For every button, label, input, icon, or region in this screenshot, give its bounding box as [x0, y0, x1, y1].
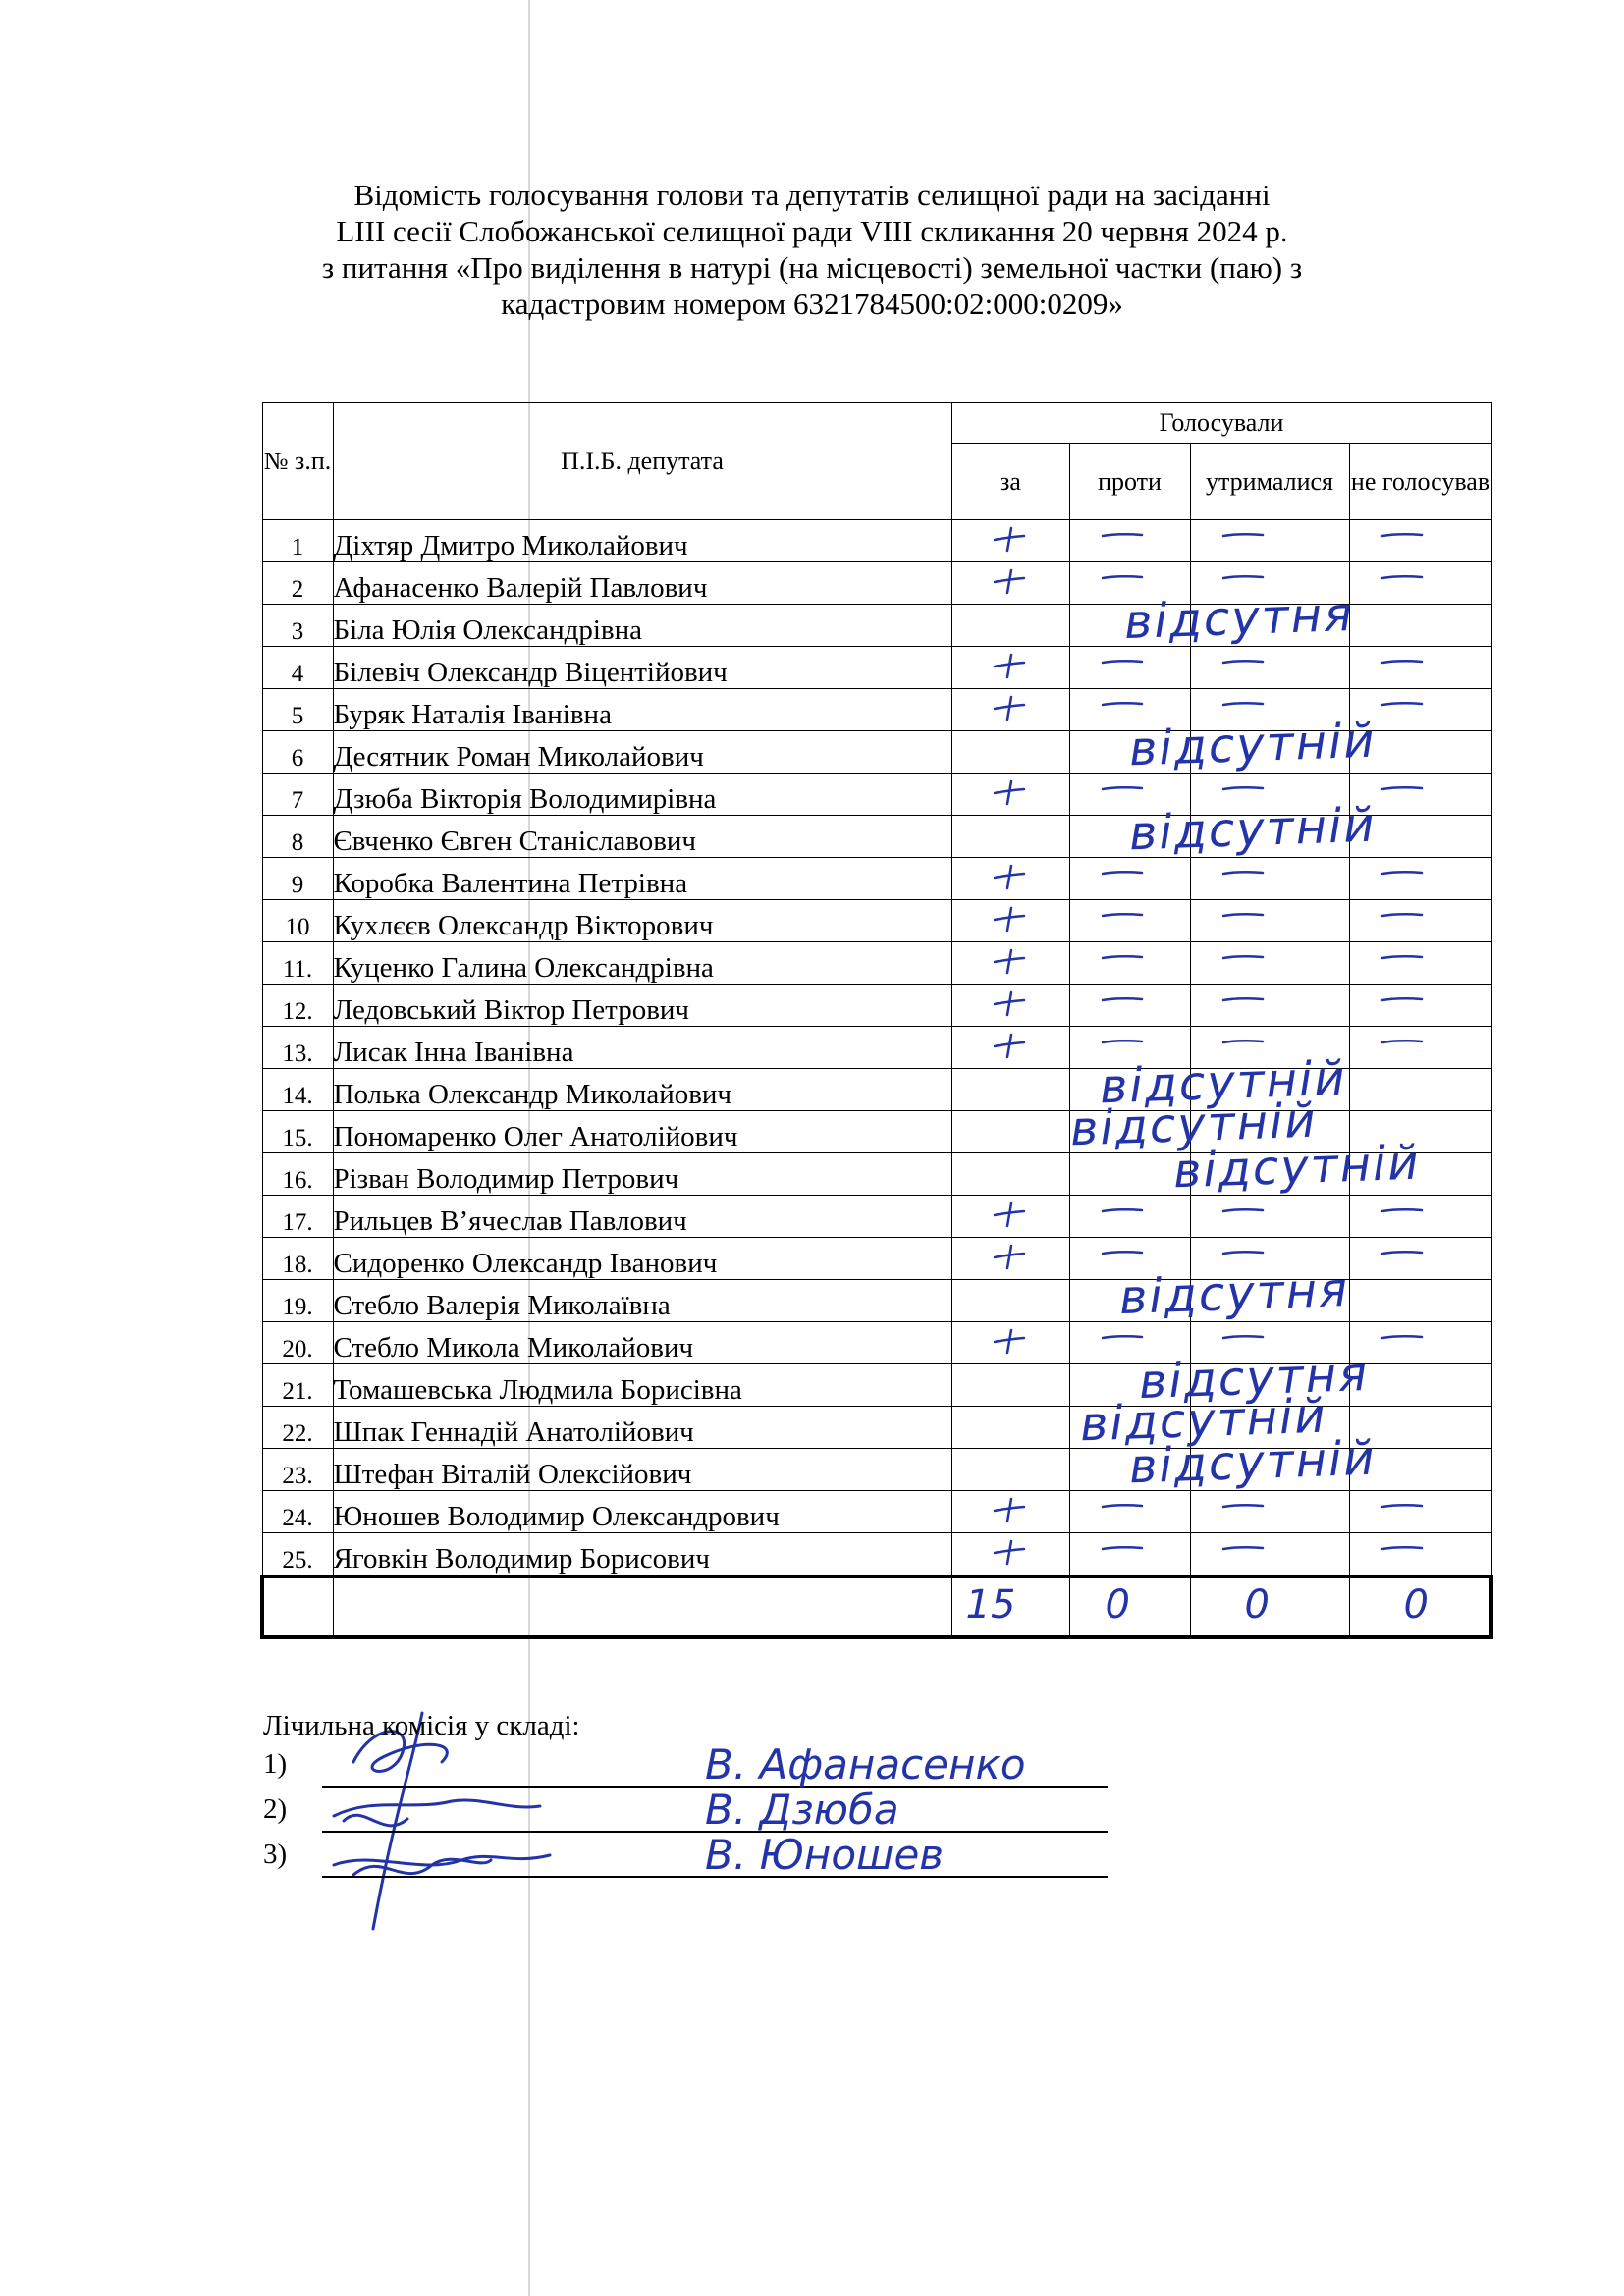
total-abstained-cell: [1190, 1576, 1349, 1637]
dash-mark-icon: [1220, 530, 1266, 540]
dash-mark-icon: [1220, 910, 1266, 920]
vote-for-cell: [951, 900, 1069, 942]
dash-mark-icon: [1100, 783, 1145, 793]
vote-not-voted-cell: [1349, 605, 1491, 647]
dash-mark-icon: [1220, 1205, 1266, 1215]
commission-name-1: В. Афанасенко: [705, 1740, 1026, 1789]
vote-against-cell: [1069, 1533, 1190, 1577]
total-abstained: 0: [1244, 1582, 1270, 1628]
vote-abstained-cell: [1190, 942, 1349, 985]
vote-not-voted-cell: [1349, 562, 1491, 605]
absent-note: відсутній: [1099, 1050, 1348, 1114]
row-name: Євченко Євген Станіславович: [333, 816, 951, 858]
vote-abstained-cell: [1190, 1153, 1349, 1196]
row-num: 12.: [262, 985, 333, 1027]
vote-abstained-cell: [1190, 1069, 1349, 1111]
vote-against-cell: [1069, 562, 1190, 605]
table-row: [262, 1533, 1491, 1577]
total-against: 0: [1105, 1582, 1130, 1628]
commission-num-3: 3): [263, 1839, 288, 1870]
vote-for-cell: [951, 942, 1069, 985]
total-for-cell: [951, 1576, 1069, 1637]
vote-against-cell: [1069, 520, 1190, 562]
dash-mark-icon: [1380, 952, 1425, 962]
dash-mark-icon: [1380, 1543, 1425, 1553]
vote-against-cell: [1069, 1280, 1190, 1322]
row-num: 16.: [262, 1153, 333, 1196]
dash-mark-icon: [1380, 657, 1425, 667]
vote-not-voted-cell: [1349, 731, 1491, 774]
vote-for-cell: [951, 774, 1069, 816]
vote-not-voted-cell: [1349, 1322, 1491, 1364]
dash-mark-icon: [1380, 572, 1425, 582]
table-row: [262, 1027, 1491, 1069]
table-row: [262, 816, 1491, 858]
plus-mark-icon: [992, 946, 1027, 976]
row-num: 7: [262, 774, 333, 816]
vote-against-cell: [1069, 1364, 1190, 1407]
row-num: 8: [262, 816, 333, 858]
vote-not-voted-cell: [1349, 942, 1491, 985]
dash-mark-icon: [1220, 783, 1266, 793]
vote-abstained-cell: [1190, 1491, 1349, 1533]
dash-mark-icon: [1380, 868, 1425, 878]
vote-against-cell: [1069, 1196, 1190, 1238]
row-name: Десятник Роман Миколайович: [333, 731, 951, 774]
header-voted: Голосували: [951, 403, 1491, 444]
vote-abstained-cell: [1190, 1364, 1349, 1407]
plus-mark-icon: [992, 693, 1027, 722]
table-body: [262, 520, 1491, 1577]
vote-not-voted-cell: [1349, 1027, 1491, 1069]
vote-not-voted-cell: [1349, 774, 1491, 816]
row-num: 5: [262, 689, 333, 731]
dash-mark-icon: [1100, 1205, 1145, 1215]
row-name: Стебло Валерія Миколаївна: [333, 1280, 951, 1322]
vote-against-cell: [1069, 731, 1190, 774]
table-row: [262, 900, 1491, 942]
row-name: Коробка Валентина Петрівна: [333, 858, 951, 900]
vote-against-cell: [1069, 689, 1190, 731]
row-num: 25.: [262, 1533, 333, 1577]
table-row: [262, 731, 1491, 774]
table-row: [262, 942, 1491, 985]
vote-abstained-cell: [1190, 1027, 1349, 1069]
vote-not-voted-cell: [1349, 1280, 1491, 1322]
absent-note: відсутній: [1128, 797, 1378, 861]
vote-not-voted-cell: [1349, 858, 1491, 900]
row-num: 3: [262, 605, 333, 647]
header-abstained: утрималися: [1190, 444, 1349, 520]
vote-against-cell: [1069, 647, 1190, 689]
absent-note: відсутній: [1079, 1388, 1328, 1452]
vote-for-cell: [951, 1533, 1069, 1577]
row-num: 4: [262, 647, 333, 689]
vote-abstained-cell: [1190, 1280, 1349, 1322]
absent-note: відсутня: [1118, 1261, 1350, 1325]
plus-mark-icon: [992, 1537, 1027, 1567]
table-row: [262, 1449, 1491, 1491]
vote-for-cell: [951, 1364, 1069, 1407]
vote-for-cell: [951, 985, 1069, 1027]
dash-mark-icon: [1220, 1543, 1266, 1553]
vote-for-cell: [951, 858, 1069, 900]
row-name: Полька Олександр Миколайович: [333, 1069, 951, 1111]
title-line-2: LIII сесії Слобожанської селищної ради VIII скликання 20 червня 2024 р.: [336, 214, 1288, 248]
vote-against-cell: [1069, 942, 1190, 985]
vote-for-cell: [951, 1280, 1069, 1322]
header-num: № з.п.: [262, 403, 333, 520]
commission-num-2: 2): [263, 1793, 288, 1825]
dash-mark-icon: [1100, 1332, 1145, 1342]
vote-against-cell: [1069, 858, 1190, 900]
row-name: Куценко Галина Олександрівна: [333, 942, 951, 985]
vote-abstained-cell: [1190, 1196, 1349, 1238]
vote-against-cell: [1069, 1407, 1190, 1449]
absent-note: відсутня: [1123, 586, 1355, 650]
dash-mark-icon: [1380, 1332, 1425, 1342]
vote-not-voted-cell: [1349, 1364, 1491, 1407]
dash-mark-icon: [1380, 530, 1425, 540]
vote-for-cell: [951, 731, 1069, 774]
total-for: 15: [965, 1582, 1016, 1628]
commission-block: [263, 1710, 1108, 1884]
absent-note: відсутній: [1069, 1093, 1319, 1156]
vote-abstained-cell: [1190, 689, 1349, 731]
commission-member-2: [263, 1786, 1108, 1839]
dash-mark-icon: [1100, 910, 1145, 920]
row-name: Рильцев В’ячеслав Павлович: [333, 1196, 951, 1238]
vote-abstained-cell: [1190, 647, 1349, 689]
plus-mark-icon: [992, 904, 1027, 934]
row-num: 17.: [262, 1196, 333, 1238]
row-name: Яговкін Володимир Борисович: [333, 1533, 951, 1577]
row-name: Юношев Володимир Олександрович: [333, 1491, 951, 1533]
dash-mark-icon: [1380, 1037, 1425, 1046]
dash-mark-icon: [1220, 994, 1266, 1004]
title-line-3: з питання «Про виділення в натурі (на місцевості) земельної частки (паю) з: [321, 250, 1303, 285]
row-num: 21.: [262, 1364, 333, 1407]
table-row: [262, 1238, 1491, 1280]
voting-table: [260, 402, 1493, 1639]
vote-not-voted-cell: [1349, 689, 1491, 731]
vote-against-cell: [1069, 1491, 1190, 1533]
vote-not-voted-cell: [1349, 1533, 1491, 1577]
table-row: [262, 562, 1491, 605]
vote-against-cell: [1069, 816, 1190, 858]
table-row: [262, 858, 1491, 900]
table-row: [262, 1280, 1491, 1322]
vote-against-cell: [1069, 774, 1190, 816]
table-row: [262, 520, 1491, 562]
dash-mark-icon: [1220, 952, 1266, 962]
table-row: [262, 689, 1491, 731]
table-row: [262, 774, 1491, 816]
vote-for-cell: [951, 1027, 1069, 1069]
plus-mark-icon: [992, 566, 1027, 596]
vote-abstained-cell: [1190, 858, 1349, 900]
dash-mark-icon: [1380, 699, 1425, 709]
dash-mark-icon: [1100, 994, 1145, 1004]
vote-for-cell: [951, 1322, 1069, 1364]
vote-not-voted-cell: [1349, 1407, 1491, 1449]
dash-mark-icon: [1380, 994, 1425, 1004]
dash-mark-icon: [1220, 572, 1266, 582]
vote-abstained-cell: [1190, 605, 1349, 647]
vote-against-cell: [1069, 1238, 1190, 1280]
vote-for-cell: [951, 1153, 1069, 1196]
table-row: [262, 1153, 1491, 1196]
total-against-cell: [1069, 1576, 1190, 1637]
header-name: П.І.Б. депутата: [333, 403, 951, 520]
dash-mark-icon: [1220, 1037, 1266, 1046]
dash-mark-icon: [1100, 657, 1145, 667]
table-row: [262, 1322, 1491, 1364]
row-num: 1: [262, 520, 333, 562]
row-num: 23.: [262, 1449, 333, 1491]
vote-against-cell: [1069, 605, 1190, 647]
dash-mark-icon: [1220, 868, 1266, 878]
vote-against-cell: [1069, 1069, 1190, 1111]
title-line-4: кадастровим номером 6321784500:02:000:0209»: [501, 287, 1123, 321]
dash-mark-icon: [1220, 1248, 1266, 1257]
vote-against-cell: [1069, 1027, 1190, 1069]
vote-against-cell: [1069, 985, 1190, 1027]
plus-mark-icon: [992, 777, 1027, 807]
vote-not-voted-cell: [1349, 985, 1491, 1027]
row-name: Білевіч Олександр Віцентійович: [333, 647, 951, 689]
document-title: [0, 177, 1624, 322]
vote-for-cell: [951, 1196, 1069, 1238]
row-num: 20.: [262, 1322, 333, 1364]
header-not-voted: не голосував: [1349, 444, 1491, 520]
vote-abstained-cell: [1190, 1533, 1349, 1577]
row-name: Кухлєєв Олександр Вікторович: [333, 900, 951, 942]
row-num: 2: [262, 562, 333, 605]
total-not-voted: 0: [1403, 1582, 1429, 1628]
vote-abstained-cell: [1190, 1407, 1349, 1449]
vote-against-cell: [1069, 1153, 1190, 1196]
dash-mark-icon: [1100, 868, 1145, 878]
vote-for-cell: [951, 816, 1069, 858]
vote-abstained-cell: [1190, 985, 1349, 1027]
commission-label: Лічильна комісія у складі:: [263, 1710, 580, 1741]
plus-mark-icon: [992, 1495, 1027, 1524]
header-for: за: [951, 444, 1069, 520]
commission-member-3: [263, 1831, 1108, 1884]
plus-mark-icon: [992, 1031, 1027, 1060]
row-name: Штефан Віталій Олексійович: [333, 1449, 951, 1491]
dash-mark-icon: [1100, 1543, 1145, 1553]
title-line-1: Відомість голосування голови та депутатів селищної ради на засіданні: [353, 178, 1271, 212]
vote-not-voted-cell: [1349, 900, 1491, 942]
vote-for-cell: [951, 1111, 1069, 1153]
row-name: Лисак Інна Іванівна: [333, 1027, 951, 1069]
vote-for-cell: [951, 1069, 1069, 1111]
row-name: Пономаренко Олег Анатолійович: [333, 1111, 951, 1153]
vote-not-voted-cell: [1349, 1196, 1491, 1238]
table-row: [262, 647, 1491, 689]
row-num: 18.: [262, 1238, 333, 1280]
table-row: [262, 605, 1491, 647]
plus-mark-icon: [992, 1242, 1027, 1271]
table-row: [262, 1491, 1491, 1533]
commission-name-2: В. Дзюба: [705, 1786, 899, 1834]
plus-mark-icon: [992, 862, 1027, 891]
vote-not-voted-cell: [1349, 1069, 1491, 1111]
vote-abstained-cell: [1190, 1322, 1349, 1364]
vote-against-cell: [1069, 1449, 1190, 1491]
commission-num-1: 1): [263, 1748, 288, 1780]
vote-for-cell: [951, 647, 1069, 689]
row-name: Стебло Микола Миколайович: [333, 1322, 951, 1364]
vote-abstained-cell: [1190, 816, 1349, 858]
row-num: 6: [262, 731, 333, 774]
dash-mark-icon: [1220, 1332, 1266, 1342]
vote-for-cell: [951, 1491, 1069, 1533]
plus-mark-icon: [992, 1200, 1027, 1229]
row-name: Буряк Наталія Іванівна: [333, 689, 951, 731]
vote-abstained-cell: [1190, 1238, 1349, 1280]
row-num: 11.: [262, 942, 333, 985]
total-not-voted-cell: [1349, 1576, 1491, 1637]
commission-name-3: В. Юношев: [705, 1831, 945, 1879]
vote-not-voted-cell: [1349, 1111, 1491, 1153]
table-row: [262, 1196, 1491, 1238]
vote-not-voted-cell: [1349, 1153, 1491, 1196]
vote-against-cell: [1069, 1322, 1190, 1364]
totals-row: [262, 1576, 1491, 1637]
dash-mark-icon: [1220, 1501, 1266, 1511]
absent-note: відсутній: [1128, 1430, 1378, 1494]
row-name: Афанасенко Валерій Павлович: [333, 562, 951, 605]
table-row: [262, 1407, 1491, 1449]
vote-not-voted-cell: [1349, 816, 1491, 858]
dash-mark-icon: [1380, 783, 1425, 793]
plus-mark-icon: [992, 524, 1027, 554]
dash-mark-icon: [1380, 1501, 1425, 1511]
absent-note: відсутній: [1172, 1135, 1422, 1199]
header-against: проти: [1069, 444, 1190, 520]
vote-for-cell: [951, 1449, 1069, 1491]
row-num: 13.: [262, 1027, 333, 1069]
dash-mark-icon: [1380, 1205, 1425, 1215]
vote-abstained-cell: [1190, 1449, 1349, 1491]
vote-abstained-cell: [1190, 900, 1349, 942]
row-name: Біла Юлія Олександрівна: [333, 605, 951, 647]
commission-member-1: [263, 1740, 1108, 1793]
totals-name-cell: [333, 1576, 951, 1637]
vote-abstained-cell: [1190, 562, 1349, 605]
absent-note: відсутня: [1138, 1346, 1370, 1410]
vote-abstained-cell: [1190, 774, 1349, 816]
plus-mark-icon: [992, 988, 1027, 1018]
row-name: Дзюба Вікторія Володимирівна: [333, 774, 951, 816]
row-name: Різван Володимир Петрович: [333, 1153, 951, 1196]
row-name: Ледовський Віктор Петрович: [333, 985, 951, 1027]
absent-note: відсутній: [1128, 713, 1378, 776]
vote-not-voted-cell: [1349, 1491, 1491, 1533]
vote-not-voted-cell: [1349, 520, 1491, 562]
vote-for-cell: [951, 562, 1069, 605]
vote-not-voted-cell: [1349, 647, 1491, 689]
dash-mark-icon: [1100, 952, 1145, 962]
dash-mark-icon: [1220, 657, 1266, 667]
table-row: [262, 985, 1491, 1027]
table-row: [262, 1364, 1491, 1407]
totals-num-cell: [262, 1576, 333, 1637]
row-num: 24.: [262, 1491, 333, 1533]
vote-for-cell: [951, 605, 1069, 647]
dash-mark-icon: [1100, 1037, 1145, 1046]
dash-mark-icon: [1100, 1248, 1145, 1257]
dash-mark-icon: [1100, 572, 1145, 582]
dash-mark-icon: [1100, 530, 1145, 540]
vote-not-voted-cell: [1349, 1238, 1491, 1280]
plus-mark-icon: [992, 1326, 1027, 1356]
row-num: 19.: [262, 1280, 333, 1322]
vote-against-cell: [1069, 1111, 1190, 1153]
vote-for-cell: [951, 1238, 1069, 1280]
row-name: Томашевська Людмила Борисівна: [333, 1364, 951, 1407]
row-name: Сидоренко Олександр Іванович: [333, 1238, 951, 1280]
vote-abstained-cell: [1190, 731, 1349, 774]
row-name: Шпак Геннадій Анатолійович: [333, 1407, 951, 1449]
vote-abstained-cell: [1190, 1111, 1349, 1153]
row-name: Діхтяр Дмитро Миколайович: [333, 520, 951, 562]
table-row: [262, 1111, 1491, 1153]
row-num: 14.: [262, 1069, 333, 1111]
plus-mark-icon: [992, 651, 1027, 680]
row-num: 15.: [262, 1111, 333, 1153]
vote-against-cell: [1069, 900, 1190, 942]
row-num: 22.: [262, 1407, 333, 1449]
vote-abstained-cell: [1190, 520, 1349, 562]
row-num: 9: [262, 858, 333, 900]
row-num: 10: [262, 900, 333, 942]
vote-for-cell: [951, 520, 1069, 562]
table-row: [262, 1069, 1491, 1111]
dash-mark-icon: [1100, 1501, 1145, 1511]
vote-for-cell: [951, 1407, 1069, 1449]
dash-mark-icon: [1380, 910, 1425, 920]
dash-mark-icon: [1380, 1248, 1425, 1257]
vote-for-cell: [951, 689, 1069, 731]
dash-mark-icon: [1100, 699, 1145, 709]
dash-mark-icon: [1220, 699, 1266, 709]
vote-not-voted-cell: [1349, 1449, 1491, 1491]
